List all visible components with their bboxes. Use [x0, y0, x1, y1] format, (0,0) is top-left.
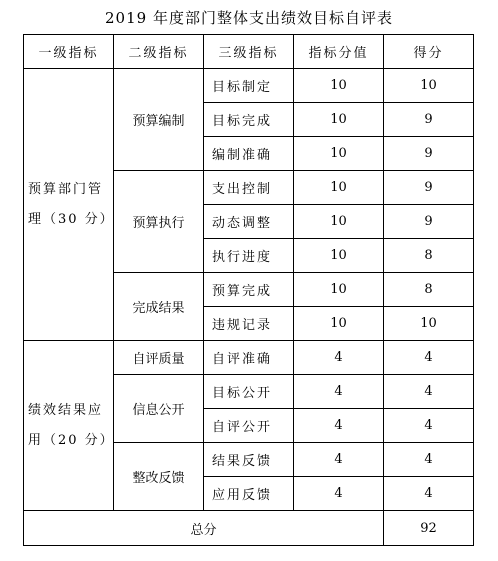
header-level2: 二级指标	[114, 35, 204, 69]
score-cell: 10	[294, 205, 384, 239]
got-cell: 4	[384, 341, 474, 375]
level3-cell: 动态调整	[204, 205, 294, 239]
score-cell: 10	[294, 171, 384, 205]
level3-cell: 自评公开	[204, 409, 294, 443]
got-cell: 9	[384, 137, 474, 171]
level3-cell: 预算完成	[204, 273, 294, 307]
got-cell: 8	[384, 273, 474, 307]
score-cell: 10	[294, 103, 384, 137]
score-cell: 4	[294, 443, 384, 477]
level3-cell: 自评准确	[204, 341, 294, 375]
score-cell: 4	[294, 409, 384, 443]
level3-cell: 编制准确	[204, 137, 294, 171]
total-value: 92	[384, 511, 474, 546]
level2-cell: 整改反馈	[114, 443, 204, 511]
got-cell: 9	[384, 205, 474, 239]
got-cell: 4	[384, 409, 474, 443]
got-cell: 10	[384, 307, 474, 341]
level2-cell: 完成结果	[114, 273, 204, 341]
level2-cell: 预算执行	[114, 171, 204, 273]
level3-cell: 目标完成	[204, 103, 294, 137]
score-cell: 10	[294, 69, 384, 103]
level3-cell: 支出控制	[204, 171, 294, 205]
score-cell: 10	[294, 307, 384, 341]
level2-cell: 预算编制	[114, 69, 204, 171]
header-level1: 一级指标	[24, 35, 114, 69]
level3-cell: 目标公开	[204, 375, 294, 409]
table-row	[24, 69, 474, 103]
total-row	[24, 511, 474, 546]
score-cell: 10	[294, 239, 384, 273]
got-cell: 10	[384, 69, 474, 103]
got-cell: 9	[384, 103, 474, 137]
level3-cell: 目标制定	[204, 69, 294, 103]
table-title: 2019 年度部门整体支出绩效目标自评表	[105, 9, 393, 27]
level3-cell: 应用反馈	[204, 477, 294, 511]
got-cell: 9	[384, 171, 474, 205]
header-score: 指标分值	[294, 35, 384, 69]
score-cell: 10	[294, 273, 384, 307]
evaluation-table	[23, 34, 474, 546]
header-row	[24, 35, 474, 69]
total-label: 总分	[24, 511, 384, 546]
header-got: 得分	[384, 35, 474, 69]
got-cell: 4	[384, 443, 474, 477]
level1-cell: 绩效结果应 用（20 分）	[24, 341, 114, 511]
score-cell: 10	[294, 137, 384, 171]
got-cell: 8	[384, 239, 474, 273]
level3-cell: 结果反馈	[204, 443, 294, 477]
got-cell: 4	[384, 375, 474, 409]
table-row	[24, 341, 474, 375]
level3-cell: 违规记录	[204, 307, 294, 341]
level2-cell: 信息公开	[114, 375, 204, 443]
score-cell: 4	[294, 341, 384, 375]
header-level3: 三级指标	[204, 35, 294, 69]
level2-cell: 自评质量	[114, 341, 204, 375]
level3-cell: 执行进度	[204, 239, 294, 273]
score-cell: 4	[294, 375, 384, 409]
got-cell: 4	[384, 477, 474, 511]
level1-cell: 预算部门管 理（30 分）	[24, 69, 114, 341]
score-cell: 4	[294, 477, 384, 511]
